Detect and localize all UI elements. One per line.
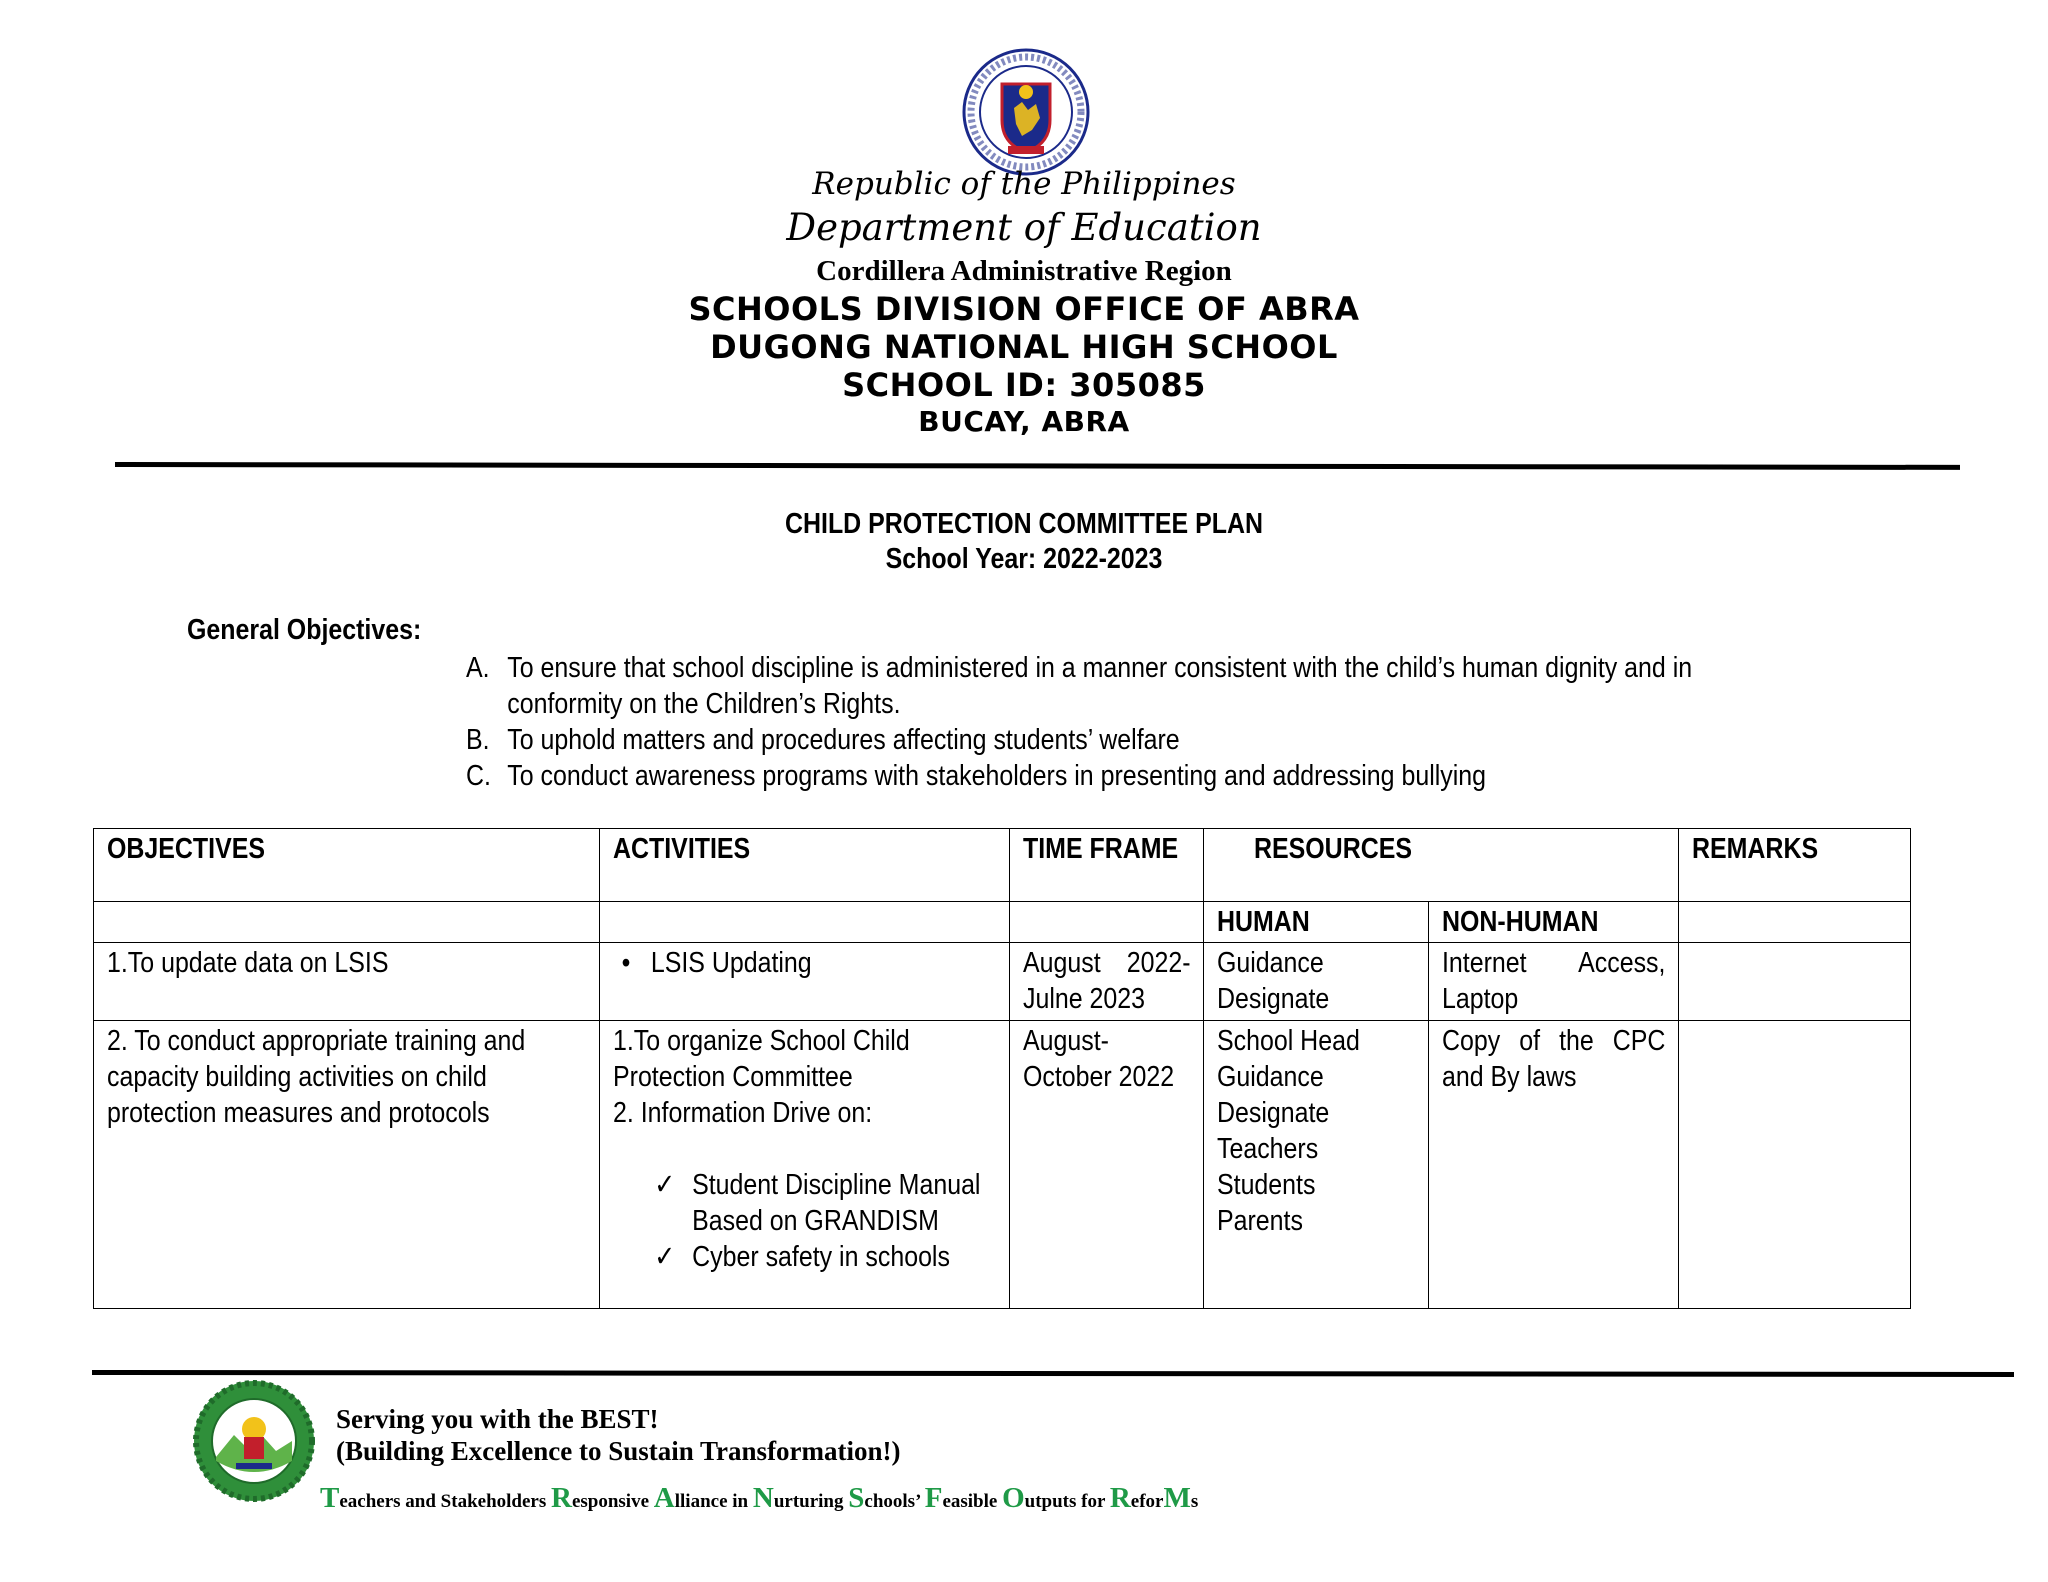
school-seal-icon (192, 1379, 316, 1503)
document-title: CHILD PROTECTION COMMITTEE PLAN (784, 508, 1263, 540)
cell-human: School Head Guidance Designate Teachers Students Parents (1204, 1021, 1429, 1309)
header-resources: RESOURCES (1204, 829, 1679, 902)
header-objectives: OBJECTIVES (94, 829, 600, 902)
list-item-text: To uphold matters and procedures affecting students’ welfare (507, 724, 1180, 756)
plan-table (93, 828, 1911, 1309)
header-divider (115, 462, 1960, 470)
header-region: Cordillera Administrative Region (816, 255, 1232, 287)
list-item-text: To conduct awareness programs with stakeholders in presenting and addressing bullying (507, 760, 1487, 792)
cell-human: Guidance Designate (1204, 943, 1429, 1021)
footer-slogan-expansion: (Building Excellence to Sustain Transformation!) (336, 1436, 901, 1466)
cell-objective: 1.To update data on LSIS (94, 943, 600, 1021)
header-remarks: REMARKS (1679, 829, 1911, 902)
list-item (466, 758, 1756, 794)
school-year: School Year: 2022-2023 (885, 543, 1163, 575)
cell-time-frame: August 2022- Julne 2023 (1010, 943, 1204, 1021)
header-activities: ACTIVITIES (600, 829, 1010, 902)
list-item-letter: C. (466, 760, 491, 792)
general-objectives-list (466, 650, 1756, 794)
header-human: HUMAN (1204, 902, 1429, 943)
table-header-row (94, 829, 1911, 902)
deped-seal-icon (962, 48, 1090, 176)
footer-acrostic: Teachers and Stakeholders Responsive Alliance in Nurturing Schools’ Feasible Outputs for ReforMs (320, 1482, 1199, 1514)
cell-time-frame: August- October 2022 (1010, 1021, 1204, 1309)
list-item-text: To ensure that school discipline is administered in a manner consistent with the child’s human dignity and in conformity on the Children’s Rights. (507, 652, 1693, 720)
header-school: DUGONG NATIONAL HIGH SCHOOL (710, 328, 1338, 366)
table-subheader-row (94, 902, 1911, 943)
checkmark-icon: ✓ (654, 1241, 676, 1273)
list-item (466, 722, 1756, 758)
cell-remarks (1679, 1021, 1911, 1309)
cell-non-human: Copy of the CPC and By laws (1429, 1021, 1679, 1309)
cell-activity: 1.To organize School Child Protection Committee 2. Information Drive on: ✓ Student Discipline Manual Based on GRANDISM ✓ Cyber safety in schools (600, 1021, 1010, 1309)
header-time-frame: TIME FRAME (1010, 829, 1204, 902)
header-school-id: SCHOOL ID: 305085 (842, 366, 1206, 404)
table-row (94, 1021, 1911, 1309)
footer-slogan: Serving you with the BEST! (336, 1404, 659, 1434)
general-objectives-label: General Objectives: (187, 614, 422, 646)
header-division: SCHOOLS DIVISION OFFICE OF ABRA (688, 290, 1360, 328)
header-department: Department of Education (786, 206, 1262, 249)
header-republic: Republic of the Philippines (812, 166, 1236, 202)
cell-remarks (1679, 943, 1911, 1021)
list-item-letter: A. (466, 652, 490, 684)
list-item-letter: B. (466, 724, 490, 756)
list-item (466, 650, 1756, 722)
header-non-human: NON-HUMAN (1429, 902, 1679, 943)
bullet-dot: • (621, 947, 631, 979)
header-address: BUCAY, ABRA (918, 405, 1130, 438)
cell-non-human: Internet Access, Laptop (1429, 943, 1679, 1021)
table-row (94, 943, 1911, 1021)
cell-objective: 2. To conduct appropriate training and capacity building activities on child protection measures and protocols (94, 1021, 600, 1309)
footer-divider (92, 1370, 2014, 1377)
cell-activity: • LSIS Updating (600, 943, 1010, 1021)
checkmark-icon: ✓ (654, 1169, 676, 1201)
